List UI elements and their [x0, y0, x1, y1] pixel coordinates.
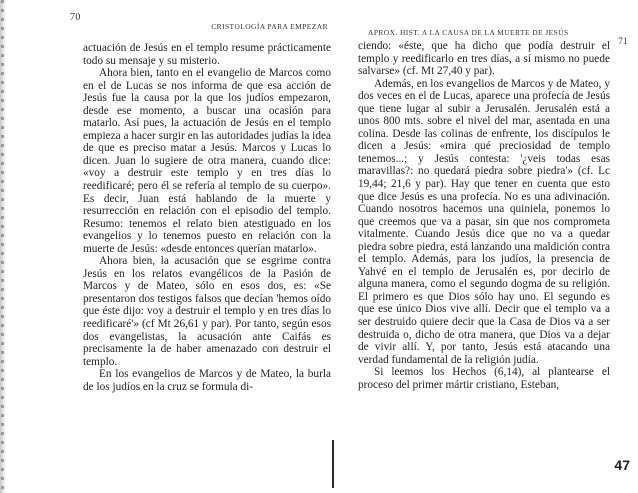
- right-paragraph-1: ciendo: «éste, que ha dicho que podía destruir el templo y reedificarlo en tres días, a sí mismo no puede salvarse» (cf. Mt 27,40 y par).: [358, 40, 610, 78]
- right-page-body: [358, 40, 610, 391]
- left-paragraph-4: En los evangelios de Marcos y de Mateo, la burla de los judíos en la cruz se formula di-: [83, 368, 331, 393]
- right-paragraph-2: Además, en los evangelios de Marcos y de Mateo, y dos veces en el de Lucas, aparece una profecía de Jesús que tiene lugar al subir a Jerusalén. Jerusalén está a unos 800 mts. sobre el nivel del mar, asentada en una colina. Desde las colinas de enfrente, los discípulos le dicen a Jesús: «mira qué preciosidad de templo tenemos...; y Jesús contesta: '¿veis todas esas maravillas?: no quedará piedra sobre piedra'» (cf. Lc 19,44; 21,6 y par). Hay que tener en cuenta que esto que dice Jesús es una profecía. No es una adivinación. Cuando nosotros hacemos una quiniela, ponemos lo que creemos que va a pasar, sin que nos comprometa vitalmente. Cuando Jesús dice que no va a quedar piedra sobre piedra, está lanzando una maldición contra el templo. Además, para los judíos, la presencia de Yahvé en el templo de Jerusalén es, por decirlo de alguna manera, como el segundo dogma de su religión. El primero es que Dios sólo hay uno. El segundo es que ese único Dios vive allí. Decir que el templo va a ser destruido quiere decir que la Casa de Dios va a ser destruida o, dicho de otra manera, que Dios va a dejar de vivir allí. Y, por tanto, Jesús está atacando una verdad fundamental de la religión judía.: [358, 77, 610, 366]
- right-paragraph-3: Si leemos los Hechos (6,14), al plantearse el proceso del primer mártir cristiano, Esteban,: [358, 366, 610, 391]
- corner-page-marker: 47: [614, 457, 630, 473]
- gutter-mark: [332, 440, 334, 488]
- left-page-number: 70: [70, 12, 81, 23]
- left-page-header: [70, 12, 332, 31]
- left-paragraph-3: Ahora bien, la acusación que se esgrime contra Jesús en los relatos evangélicos de la Pasión de Marcos y de Mateo, sólo en esos dos, es: «Se presentaron dos testigos falsos que decían 'hemos oído que éste dijo: voy a destruir el templo y en tres días lo reedificaré'» (cf Mt 26,61 y par). Por tanto, según esos dos evangelistas, la acusación ante Caifás es precisamente la de haber amenazado con destruir el templo.: [83, 255, 331, 368]
- right-running-head: APROX. HIST. A LA CAUSA DE LA MUERTE DE JESÚS: [368, 28, 569, 37]
- right-page-header: [364, 14, 628, 46]
- left-paragraph-1: actuación de Jesús en el templo resume prácticamente todo su mensaje y su misterio.: [83, 42, 331, 67]
- right-page: [340, 0, 638, 493]
- left-page-body: [83, 42, 331, 393]
- left-running-head: CRISTOLOGÍA PARA EMPEZAR: [211, 22, 328, 31]
- right-page-number: 71: [618, 36, 628, 46]
- left-paragraph-2: Ahora bien, tanto en el evangelio de Marcos como en el de Lucas se nos informa de que esa acción de Jesús fue la causa por la que los judíos empezaron, desde ese momento, a buscar una ocasión para matarlo. Así pues, la actuación de Jesús en el templo empieza a hacer surgir en las autoridades judías la idea de que es preciso matar a Jesús. Marcos y Lucas lo dicen. Juan lo sugiere de otra manera, cuando dice: «voy a destruir este templo y en tres días lo reedificaré; pero él se refería al templo de su cuerpo». Es decir, Juan está hablando de la muerte y resurrección en relación con el episodio del templo. Resumo: tenemos el relato bien atestiguado en los evangelios y lo tenemos puesto en relación con la muerte de Jesús: «desde entonces querían matarlo».: [83, 67, 331, 255]
